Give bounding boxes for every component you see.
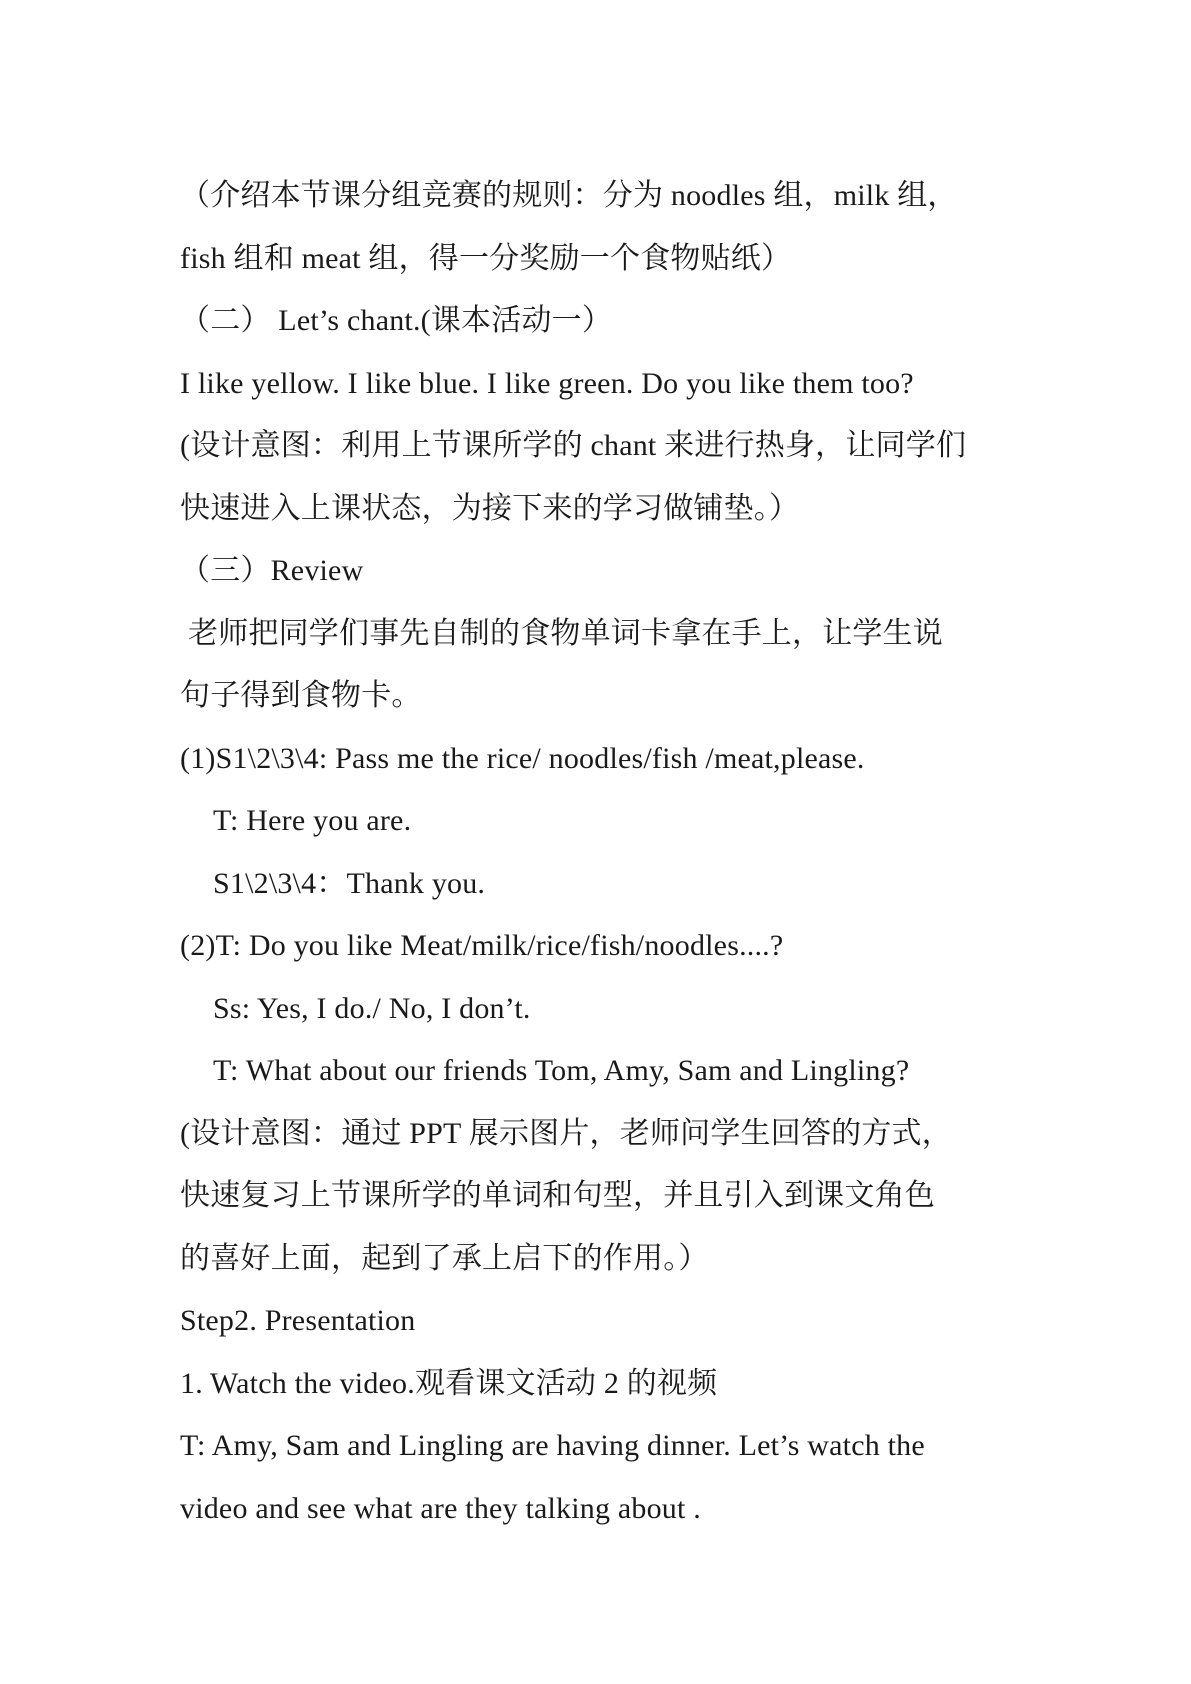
dialogue-line: (2)T: Do you like Meat/milk/rice/fish/noodles....? [180, 929, 784, 962]
dialogue-line: T: Amy, Sam and Lingling are having dinner. Let’s watch the [180, 1429, 925, 1462]
dialogue-line: Ss: Yes, I do./ No, I don’t. [213, 991, 531, 1025]
dialogue-line: T: What about our friends Tom, Amy, Sam and Lingling? [213, 1054, 910, 1087]
design-intent-line: 快速复习上节课所学的单词和句型，并且引入到课文角色 [180, 1179, 935, 1212]
step-heading: Step2. Presentation [180, 1304, 416, 1337]
paragraph-line: 老师把同学们事先自制的食物单词卡拿在手上，让学生说 [188, 616, 943, 650]
paragraph-line: （介绍本节课分组竞赛的规则：分为 noodles 组，milk 组， [180, 179, 958, 212]
section-heading: （二） Let’s chant.(课本活动一） [180, 304, 613, 337]
design-intent-line: (设计意图：利用上节课所学的 chant 来进行热身，让同学们 [180, 429, 967, 462]
paragraph-line: fish 组和 meat 组，得一分奖励一个食物贴纸） [180, 241, 792, 275]
design-intent-line: (设计意图：通过 PPT 展示图片，老师问学生回答的方式， [180, 1116, 952, 1150]
paragraph-line: 句子得到食物卡。 [180, 679, 422, 712]
dialogue-line: (1)S1\2\3\4: Pass me the rice/ noodles/fish /meat,please. [180, 741, 865, 775]
document-body [180, 165, 1040, 1540]
dialogue-line: S1\2\3\4：Thank you. [213, 866, 486, 900]
activity-line: 1. Watch the video.观看课文活动 2 的视频 [180, 1366, 718, 1400]
design-intent-line: 快速进入上课状态，为接下来的学习做铺垫。） [180, 491, 800, 525]
design-intent-line: 的喜好上面，起到了承上启下的作用。） [180, 1241, 709, 1275]
chant-line: I like yellow. I like blue. I like green. Do you like them too? [180, 366, 914, 400]
dialogue-line: video and see what are they talking about . [180, 1491, 701, 1525]
dialogue-line: T: Here you are. [213, 804, 412, 837]
section-heading: （三）Review [180, 554, 364, 587]
